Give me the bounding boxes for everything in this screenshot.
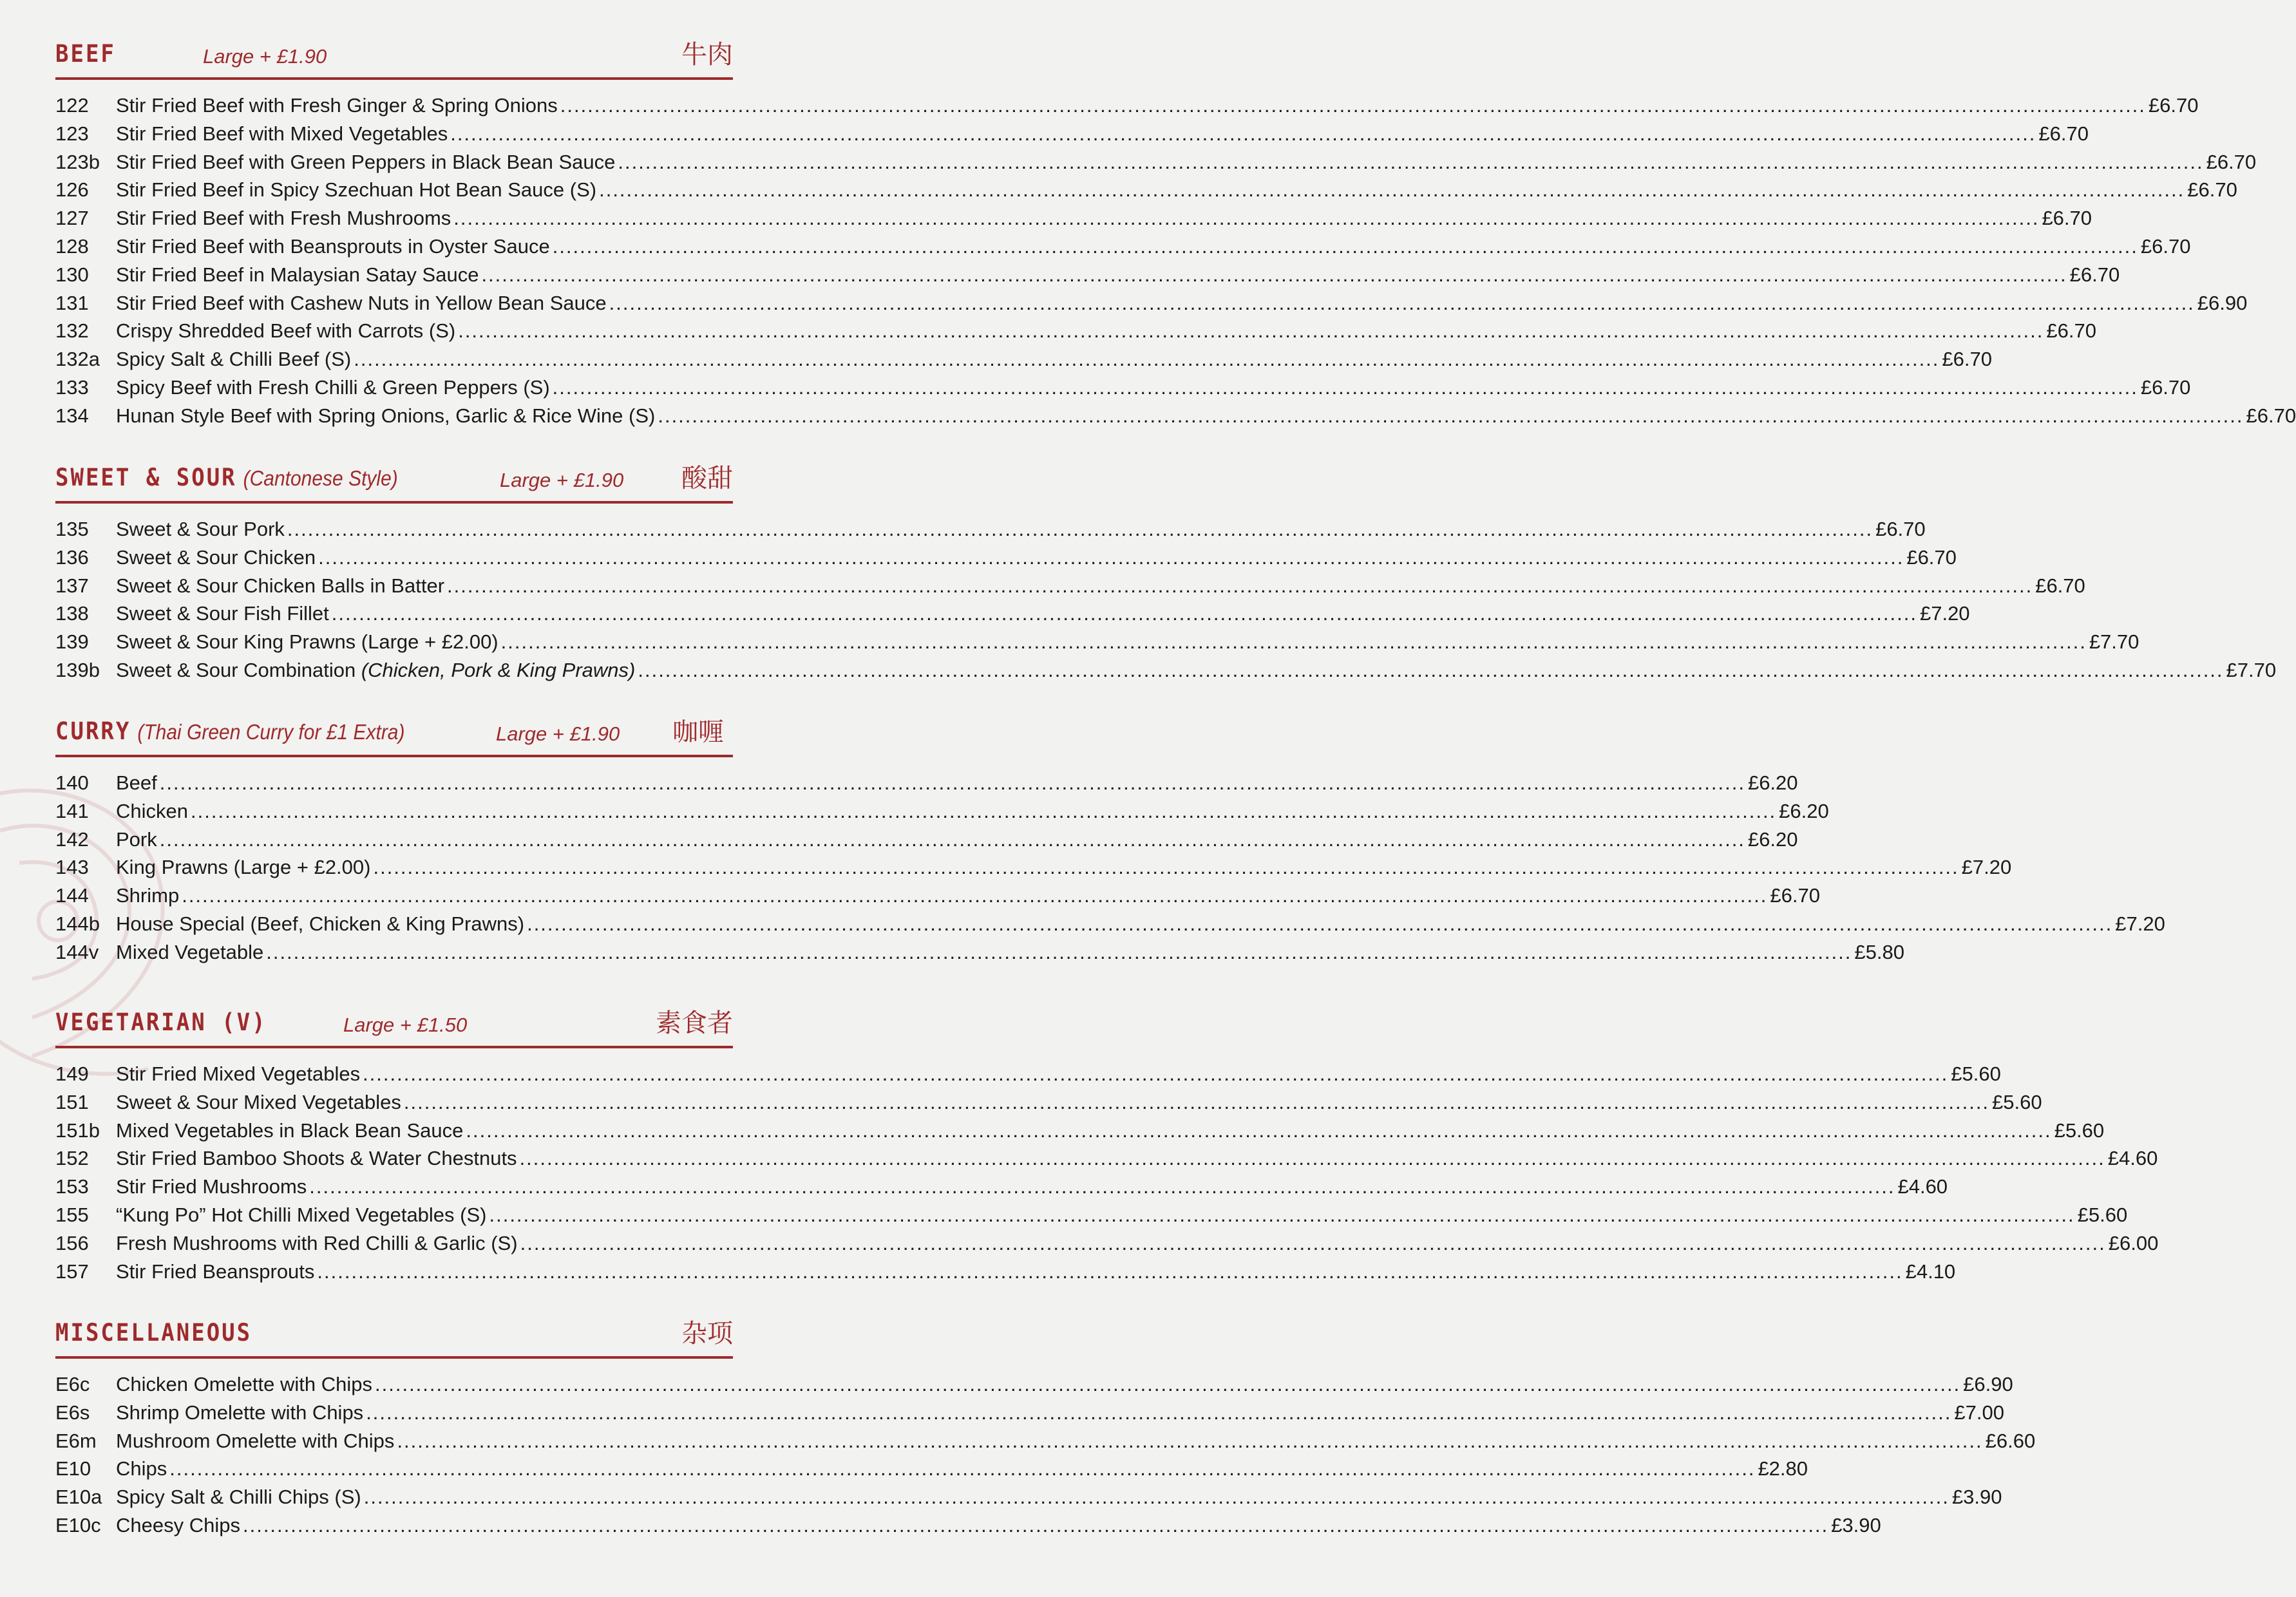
- menu-item: [55, 600, 1970, 628]
- item-number: 139b: [55, 658, 100, 681]
- item-price: £6.70: [2148, 94, 2199, 117]
- item-name: [116, 1088, 401, 1117]
- large-surcharge: Large + £1.50: [343, 1014, 468, 1036]
- dot-leader: [638, 656, 2223, 685]
- menu-item: [55, 1258, 1956, 1286]
- dot-leader: [609, 289, 2195, 317]
- item-number: 126: [55, 178, 89, 202]
- item-price: £6.60: [1985, 1429, 2036, 1452]
- menu-item: [55, 628, 2139, 656]
- item-name: [116, 1201, 486, 1229]
- item-number: 152: [55, 1147, 89, 1170]
- item-name-text: Stir Fried Beef with Fresh Mushrooms: [116, 207, 451, 230]
- menu-item: [55, 1399, 2004, 1427]
- item-name: [116, 1399, 363, 1427]
- item-name-text: Sweet & Sour Fish Fillet: [116, 602, 329, 625]
- menu-item: [55, 204, 2092, 232]
- menu-item: [55, 910, 2165, 938]
- section-title: MISCELLANEOUS: [55, 1319, 252, 1347]
- item-name: [116, 402, 655, 430]
- item-number: 151b: [55, 1119, 100, 1142]
- item-number: 131: [55, 291, 89, 314]
- section-rule: [55, 1046, 733, 1048]
- menu-item: [55, 769, 1798, 797]
- section-chinese-title: 杂项: [681, 1319, 733, 1348]
- item-name-text: Stir Fried Beef with Cashew Nuts in Yellow Bean Sauce: [116, 291, 607, 314]
- item-price: £5.60: [1992, 1090, 2042, 1113]
- dot-leader: [366, 1399, 1951, 1427]
- item-name-text: King Prawns (Large + £2.00): [116, 856, 371, 879]
- item-name-text: House Special (Beef, Chicken & King Prawns): [116, 912, 525, 935]
- section-beef: [55, 37, 2296, 430]
- dot-leader: [658, 402, 2243, 430]
- item-name-text: Sweet & Sour King Prawns (Large + £2.00): [116, 630, 498, 654]
- menu-item: [55, 1455, 1808, 1483]
- section-miscellaneous: [55, 1316, 2036, 1540]
- item-name-text: “Kung Po” Hot Chilli Mixed Vegetables (S): [116, 1203, 487, 1226]
- item-number: 136: [55, 545, 89, 569]
- item-name: [116, 515, 285, 543]
- item-number: 134: [55, 404, 89, 427]
- item-price: £6.00: [2108, 1231, 2159, 1254]
- item-name-text: Spicy Salt & Chilli Beef (S): [116, 348, 352, 371]
- dot-leader: [182, 882, 1767, 910]
- section-title: SWEET & SOUR (Cantonese Style): [55, 464, 398, 492]
- item-name-text: Stir Fried Bamboo Shoots & Water Chestnuts: [116, 1147, 517, 1170]
- menu-item: [55, 373, 2191, 402]
- dot-leader: [160, 769, 1745, 797]
- menu-item: [55, 938, 1904, 967]
- item-number: 133: [55, 375, 89, 399]
- dot-leader: [404, 1088, 1989, 1117]
- item-number: 122: [55, 94, 89, 117]
- section-title: VEGETARIAN (V): [55, 1008, 267, 1037]
- item-name-text: Stir Fried Beansprouts: [116, 1260, 315, 1283]
- item-name: [116, 1060, 360, 1088]
- dot-leader: [354, 345, 1939, 373]
- large-surcharge: Large + £1.90: [203, 45, 327, 68]
- item-name: [116, 1144, 517, 1173]
- item-number: E10: [55, 1457, 91, 1480]
- item-name-text: Sweet & Sour Chicken: [116, 545, 316, 569]
- dot-leader: [397, 1427, 1982, 1455]
- item-name: [116, 176, 596, 204]
- item-name-text: Mushroom Omelette with Chips: [116, 1429, 395, 1452]
- item-price: £5.60: [2054, 1119, 2105, 1142]
- dot-leader: [560, 91, 2146, 120]
- dot-leader: [373, 853, 1959, 882]
- item-name: [116, 938, 263, 967]
- item-price: £6.70: [2038, 122, 2089, 145]
- item-number: 149: [55, 1063, 89, 1085]
- item-name: [116, 289, 607, 317]
- large-surcharge: Large + £1.90: [496, 723, 620, 745]
- item-price: £4.60: [2107, 1147, 2158, 1170]
- dot-leader: [520, 1144, 2105, 1173]
- item-name-text: Mixed Vegetables in Black Bean Sauce: [116, 1119, 464, 1142]
- item-price: £6.20: [1747, 771, 1798, 794]
- dot-leader: [169, 1455, 1755, 1483]
- item-number: 127: [55, 207, 89, 230]
- menu-item-list: [55, 769, 2165, 967]
- dot-leader: [553, 373, 2138, 402]
- item-price: £4.10: [1905, 1260, 1956, 1283]
- menu-item: [55, 232, 2191, 261]
- item-price: £7.20: [1961, 856, 2012, 879]
- item-number: 123b: [55, 150, 100, 173]
- item-name-text: Pork: [116, 827, 157, 851]
- menu-item: [55, 1229, 2159, 1258]
- item-name-text: Shrimp Omelette with Chips: [116, 1401, 364, 1424]
- menu-item: [55, 317, 2096, 345]
- item-name: [116, 1455, 167, 1483]
- item-name: [116, 572, 444, 600]
- item-price: £6.90: [1963, 1373, 2013, 1395]
- item-name: [116, 628, 498, 656]
- item-name-text: Crispy Shredded Beef with Carrots (S): [116, 319, 456, 343]
- item-price: £3.90: [1831, 1513, 1881, 1536]
- section-note: (Thai Green Curry for £1 Extra): [137, 721, 405, 744]
- item-number: 132a: [55, 348, 100, 371]
- item-number: 156: [55, 1231, 89, 1254]
- item-name: [116, 826, 157, 854]
- menu-item: [55, 656, 2277, 685]
- menu-item: [55, 1483, 2002, 1511]
- item-number: 128: [55, 234, 89, 258]
- dot-leader: [317, 1258, 1902, 1286]
- menu-item: [55, 1511, 1881, 1540]
- menu-item: [55, 515, 1926, 543]
- item-name-text: Shrimp: [116, 884, 180, 907]
- item-number: 155: [55, 1203, 89, 1226]
- item-name: [116, 910, 524, 938]
- item-name-text: Sweet & Sour Pork: [116, 518, 285, 540]
- item-price: £3.90: [1951, 1486, 2002, 1509]
- menu-item-list: [55, 91, 2296, 430]
- item-name-text: Stir Fried Beef in Malaysian Satay Sauce: [116, 263, 479, 286]
- item-name-text: Stir Fried Mixed Vegetables: [116, 1063, 361, 1085]
- item-name-text: Spicy Beef with Fresh Chilli & Green Peppers (S): [116, 375, 550, 399]
- item-number: 153: [55, 1175, 89, 1198]
- menu-item: [55, 1370, 2013, 1399]
- menu-item: [55, 261, 2120, 289]
- item-name-text: Spicy Salt & Chilli Chips (S): [116, 1486, 361, 1509]
- item-number: 144v: [55, 940, 99, 963]
- item-number: E6m: [55, 1429, 97, 1452]
- item-name-text: Chicken: [116, 799, 188, 822]
- item-price: £5.60: [2077, 1203, 2128, 1226]
- item-name-detail: (Chicken, Pork & King Prawns): [361, 658, 636, 681]
- item-number: E10a: [55, 1486, 102, 1509]
- dot-leader: [489, 1201, 2074, 1229]
- item-number: 141: [55, 799, 89, 822]
- item-name: [116, 120, 448, 148]
- dot-leader: [160, 826, 1745, 854]
- menu-item-list: [55, 1370, 2036, 1540]
- item-number: 123: [55, 122, 89, 145]
- item-price: £6.70: [2069, 263, 2120, 286]
- menu-item: [55, 402, 2296, 430]
- item-name: [116, 148, 615, 176]
- item-price: £6.70: [2035, 574, 2085, 597]
- item-number: E6c: [55, 1373, 90, 1395]
- dot-leader: [447, 572, 2033, 600]
- section-rule: [55, 1356, 733, 1359]
- item-name: [116, 656, 635, 685]
- menu-item: [55, 853, 2012, 882]
- item-price: £6.70: [1906, 545, 1957, 569]
- dot-leader: [527, 910, 2112, 938]
- item-number: 157: [55, 1260, 89, 1283]
- section-chinese-title: 素食者: [656, 1008, 733, 1038]
- section-header: [55, 461, 733, 501]
- item-price: £6.20: [1779, 799, 1829, 822]
- menu-item: [55, 1060, 2001, 1088]
- item-price: £6.70: [2206, 150, 2257, 173]
- item-number: 144: [55, 884, 89, 907]
- section-header: [55, 1316, 733, 1356]
- item-number: 143: [55, 856, 89, 879]
- item-price: £6.70: [2187, 178, 2237, 202]
- item-number: E6s: [55, 1401, 90, 1424]
- item-number: 139: [55, 630, 89, 654]
- menu-item: [55, 1427, 2036, 1455]
- item-price: £5.60: [1951, 1063, 2001, 1085]
- menu-item: [55, 1173, 1948, 1201]
- menu-item: [55, 826, 1798, 854]
- item-name: [116, 1229, 518, 1258]
- menu-item: [55, 176, 2237, 204]
- item-name: [116, 769, 157, 797]
- menu-item: [55, 345, 1992, 373]
- dot-leader: [599, 176, 2185, 204]
- item-price: £6.70: [2140, 375, 2191, 399]
- section-vegetarian: [55, 1006, 2159, 1285]
- section-header: [55, 715, 733, 755]
- dot-leader: [466, 1117, 2051, 1145]
- item-name: [116, 600, 329, 628]
- item-number: 151: [55, 1090, 89, 1113]
- section-note: (Cantonese Style): [243, 467, 398, 491]
- item-name: [116, 882, 179, 910]
- menu-item: [55, 148, 2257, 176]
- menu-item: [55, 1201, 2128, 1229]
- menu-item: [55, 1144, 2158, 1173]
- item-name-text: Mixed Vegetable: [116, 940, 264, 963]
- item-number: 138: [55, 602, 89, 625]
- item-name: [116, 1370, 372, 1399]
- dot-leader: [287, 515, 1873, 543]
- menu-item: [55, 572, 2085, 600]
- item-name-text: Sweet & Sour Mixed Vegetables: [116, 1090, 401, 1113]
- item-name: [116, 1511, 240, 1540]
- item-name: [116, 1427, 394, 1455]
- item-price: £7.70: [2089, 630, 2139, 654]
- item-name: [116, 797, 188, 826]
- item-name-text: Stir Fried Mushrooms: [116, 1175, 307, 1198]
- dot-leader: [375, 1370, 1960, 1399]
- dot-leader: [309, 1173, 1895, 1201]
- section-rule: [55, 755, 733, 757]
- menu-item: [55, 289, 2248, 317]
- item-name-text: Chips: [116, 1457, 167, 1480]
- item-number: 130: [55, 263, 89, 286]
- dot-leader: [243, 1511, 1828, 1540]
- item-price: £7.20: [1919, 602, 1970, 625]
- menu-item: [55, 120, 2089, 148]
- menu-item: [55, 1117, 2105, 1145]
- dot-leader: [501, 628, 2087, 656]
- item-name-text: Stir Fried Beef in Spicy Szechuan Hot Bean Sauce (S): [116, 178, 597, 202]
- section-sweet-sour: [55, 461, 2277, 685]
- dot-leader: [520, 1229, 2106, 1258]
- section-chinese-title: 咖喱: [672, 717, 724, 747]
- item-name-text: Cheesy Chips: [116, 1513, 240, 1536]
- item-price: £6.70: [2046, 319, 2096, 343]
- menu-item: [55, 1088, 2042, 1117]
- item-number: 144b: [55, 912, 100, 935]
- section-rule: [55, 501, 733, 504]
- item-number: 137: [55, 574, 89, 597]
- item-number: 132: [55, 319, 89, 343]
- item-name: [116, 204, 451, 232]
- menu-item-list: [55, 515, 2277, 685]
- section-curry: [55, 715, 2165, 967]
- item-price: £6.70: [2246, 404, 2296, 427]
- item-name-text: Fresh Mushrooms with Red Chilli & Garlic (S): [116, 1231, 518, 1254]
- section-chinese-title: 酸甜: [681, 464, 733, 493]
- item-name: [116, 91, 558, 120]
- dot-leader: [453, 204, 2039, 232]
- dot-leader: [450, 120, 2036, 148]
- menu-item: [55, 797, 1829, 826]
- dot-leader: [191, 797, 1776, 826]
- item-name-text: Chicken Omelette with Chips: [116, 1373, 372, 1395]
- item-price: £7.20: [2115, 912, 2165, 935]
- item-name-text: Hunan Style Beef with Spring Onions, Garlic & Rice Wine (S): [116, 404, 656, 427]
- dot-leader: [363, 1060, 1948, 1088]
- item-price: £6.90: [2197, 291, 2248, 314]
- item-name-text: Sweet & Sour Chicken Balls in Batter: [116, 574, 445, 597]
- item-name: [116, 261, 479, 289]
- item-price: £4.60: [1897, 1175, 1948, 1198]
- menu-item: [55, 543, 1957, 572]
- dot-leader: [553, 232, 2138, 261]
- item-name: [116, 853, 370, 882]
- item-name-text: Stir Fried Beef with Beansprouts in Oyster Sauce: [116, 234, 550, 258]
- dot-leader: [318, 543, 1904, 572]
- item-name: [116, 1173, 307, 1201]
- menu-item-list: [55, 1060, 2159, 1285]
- dot-leader: [332, 600, 1917, 628]
- section-header: [55, 1006, 733, 1046]
- item-name: [116, 543, 316, 572]
- dot-leader: [266, 938, 1852, 967]
- dot-leader: [481, 261, 2067, 289]
- item-price: £5.80: [1854, 940, 1904, 963]
- section-header: [55, 37, 733, 77]
- item-name: [116, 1117, 463, 1145]
- dot-leader: [364, 1483, 1950, 1511]
- item-name: [116, 317, 455, 345]
- section-rule: [55, 77, 733, 80]
- item-price: £6.70: [2042, 207, 2092, 230]
- item-name-text: Beef: [116, 771, 157, 794]
- menu-item: [55, 882, 1820, 910]
- item-name: [116, 373, 550, 402]
- item-name-text: Stir Fried Beef with Mixed Vegetables: [116, 122, 448, 145]
- item-name: [116, 1483, 361, 1511]
- section-title: BEEF: [55, 40, 116, 68]
- item-price: £2.80: [1758, 1457, 1808, 1480]
- item-price: £6.70: [1942, 348, 1992, 371]
- item-number: 142: [55, 827, 89, 851]
- item-price: £6.20: [1747, 827, 1798, 851]
- item-price: £6.70: [2140, 234, 2191, 258]
- item-price: £6.70: [1770, 884, 1820, 907]
- item-price: £7.00: [1954, 1401, 2004, 1424]
- section-chinese-title: 牛肉: [681, 40, 733, 70]
- item-name-text: Stir Fried Beef with Fresh Ginger & Spring Onions: [116, 94, 558, 117]
- dot-leader: [458, 317, 2044, 345]
- item-name-text: Sweet & Sour Combination: [116, 658, 361, 681]
- item-price: £6.70: [1875, 518, 1926, 540]
- item-number: 135: [55, 518, 89, 540]
- item-name: [116, 232, 550, 261]
- item-number: 140: [55, 771, 89, 794]
- large-surcharge: Large + £1.90: [500, 469, 624, 491]
- item-number: E10c: [55, 1513, 101, 1536]
- section-title: CURRY (Thai Green Curry for £1 Extra): [55, 717, 405, 746]
- item-name-text: Stir Fried Beef with Green Peppers in Black Bean Sauce: [116, 150, 616, 173]
- menu-item: [55, 91, 2199, 120]
- dot-leader: [618, 148, 2203, 176]
- item-name: [116, 1258, 314, 1286]
- item-price: £7.70: [2226, 658, 2277, 681]
- item-name: [116, 345, 351, 373]
